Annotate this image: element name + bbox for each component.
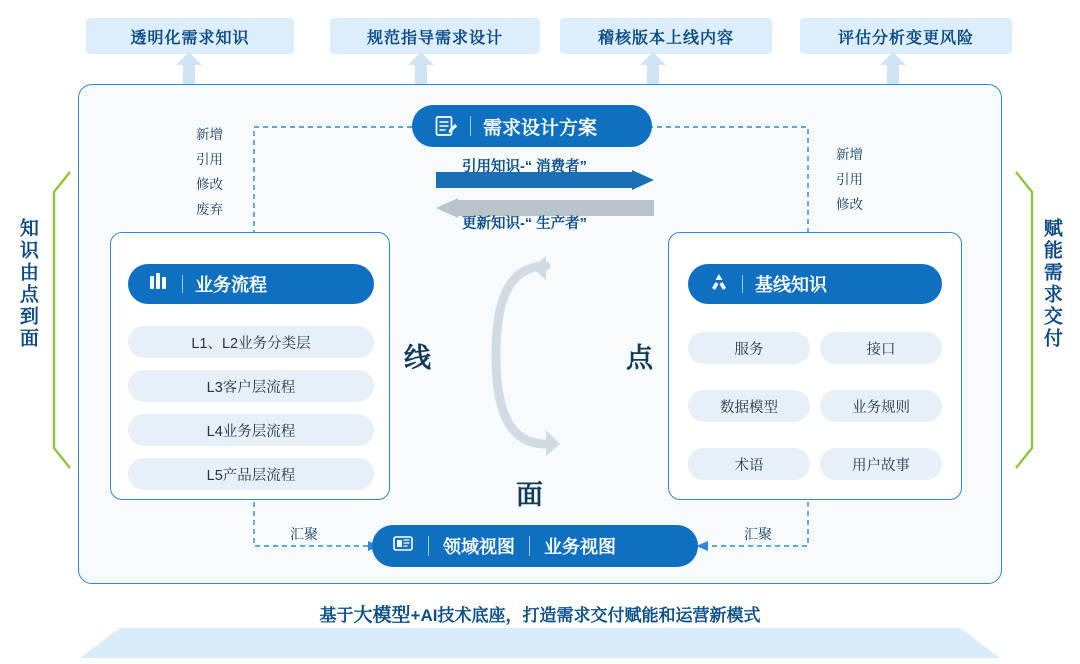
requirement-design-header[interactable] bbox=[412, 105, 652, 147]
left-flow-label-1: 新增 bbox=[196, 127, 223, 142]
process-item-3-label: L4业务层流程 bbox=[206, 423, 296, 440]
cycle-arrows-icon bbox=[488, 252, 604, 458]
document-edit-icon bbox=[434, 114, 458, 138]
word-line: 线 bbox=[404, 343, 431, 373]
word-plane: 面 bbox=[516, 480, 543, 510]
left-flow-labels bbox=[196, 122, 238, 222]
process-item-2-label: L3客户层流程 bbox=[206, 379, 296, 396]
business-title-separator bbox=[182, 275, 183, 293]
top-chip-2-label: 规范指导需求设计 bbox=[366, 29, 503, 47]
process-item-4[interactable] bbox=[128, 458, 374, 490]
baseline-item-1-label: 服务 bbox=[734, 341, 764, 358]
flow-icon bbox=[148, 271, 170, 298]
baseline-item-3-label: 数据模型 bbox=[720, 399, 778, 416]
consumer-band-label: 引用知识-“ 消费者” bbox=[462, 159, 587, 175]
footer-suffix: +AI技术底座，打造需求交付赋能和运营新模式 bbox=[410, 606, 761, 625]
footer-strong: 大模型 bbox=[353, 605, 411, 626]
top-chip-3-label: 稽核版本上线内容 bbox=[597, 29, 734, 47]
baseline-item-5-label: 术语 bbox=[734, 457, 764, 474]
converge-label-left: 汇聚 bbox=[290, 526, 318, 542]
business-view-label: 业务视图 bbox=[544, 537, 616, 557]
baseline-item-6-label: 用户故事 bbox=[852, 457, 910, 474]
top-chip-2[interactable] bbox=[330, 18, 540, 54]
business-process-title-label: 业务流程 bbox=[195, 275, 267, 295]
footer-prefix: 基于 bbox=[319, 606, 354, 625]
top-chip-1[interactable] bbox=[86, 18, 294, 54]
view-pill[interactable] bbox=[372, 525, 698, 567]
right-axis-label: 赋能需求交付 bbox=[1040, 218, 1062, 350]
baseline-item-2-label: 接口 bbox=[866, 341, 896, 358]
view-separator-2 bbox=[529, 536, 530, 556]
business-process-title[interactable] bbox=[128, 264, 374, 304]
left-axis-bracket bbox=[48, 170, 74, 475]
baseline-item-3[interactable] bbox=[688, 390, 810, 422]
view-icon bbox=[392, 533, 414, 560]
right-flow-label-1: 新增 bbox=[836, 147, 863, 162]
top-chip-4-label: 评估分析变更风险 bbox=[837, 29, 974, 47]
domain-view-label: 领域视图 bbox=[443, 537, 515, 557]
converge-label-right: 汇聚 bbox=[744, 526, 772, 542]
baseline-item-1[interactable] bbox=[688, 332, 810, 364]
header-separator bbox=[470, 116, 471, 136]
process-item-4-label: L5产品层流程 bbox=[206, 467, 296, 484]
process-item-2[interactable] bbox=[128, 370, 374, 402]
baseline-item-4[interactable] bbox=[820, 390, 942, 422]
right-flow-labels bbox=[836, 142, 880, 217]
baseline-knowledge-title[interactable] bbox=[688, 264, 942, 304]
top-chip-3[interactable] bbox=[560, 18, 772, 54]
baseline-knowledge-title-label: 基线知识 bbox=[755, 275, 827, 295]
baseline-item-2[interactable] bbox=[820, 332, 942, 364]
baseline-item-4-label: 业务规则 bbox=[852, 399, 910, 416]
footer-arrow-band bbox=[80, 628, 1000, 658]
top-chip-1-label: 透明化需求知识 bbox=[130, 29, 250, 47]
producer-band-label: 更新知识-“ 生产者” bbox=[462, 216, 587, 232]
right-flow-label-2: 引用 bbox=[836, 172, 863, 187]
process-item-1-label: L1、L2业务分类层 bbox=[191, 335, 311, 352]
word-point: 点 bbox=[626, 343, 653, 373]
header-title: 需求设计方案 bbox=[483, 117, 598, 139]
view-separator-1 bbox=[428, 536, 429, 556]
process-item-3[interactable] bbox=[128, 414, 374, 446]
baseline-item-6[interactable] bbox=[820, 448, 942, 480]
left-flow-label-2: 引用 bbox=[196, 152, 223, 167]
baseline-item-5[interactable] bbox=[688, 448, 810, 480]
right-axis-bracket bbox=[1012, 170, 1038, 475]
top-chip-4[interactable] bbox=[800, 18, 1012, 54]
baseline-title-separator bbox=[742, 275, 743, 293]
process-item-1[interactable] bbox=[128, 326, 374, 358]
left-axis-label: 知识由点到面 bbox=[16, 218, 38, 350]
left-flow-label-4: 废弃 bbox=[196, 202, 223, 217]
footer-caption bbox=[0, 600, 1080, 627]
right-flow-label-3: 修改 bbox=[836, 197, 863, 212]
recycle-icon bbox=[708, 271, 730, 298]
left-flow-label-3: 修改 bbox=[196, 177, 223, 192]
